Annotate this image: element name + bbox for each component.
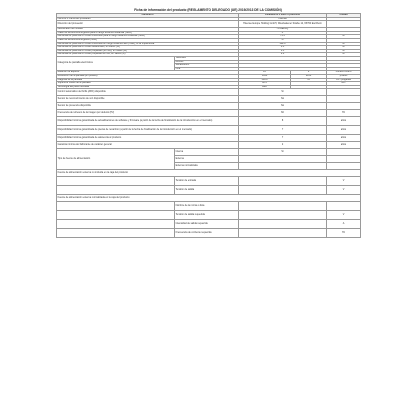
refresh-label: Frecuencia de refresco de la imagen por defecto (Hz) (57, 110, 239, 117)
row-value: 74.5 (239, 35, 327, 39)
software-label: Garantía mínima del fabricante de carácter general (57, 142, 239, 149)
row-label: Demanda de potencia en modo preparado (en red), en vatios (W) (57, 49, 239, 53)
ext_psu-item-name: Tensión de salida (175, 186, 239, 195)
category-option: Televisión (175, 56, 239, 60)
software-value: 7 (239, 135, 327, 142)
ext_psu-spacer (57, 177, 175, 186)
refresh-row (57, 110, 361, 117)
ext_psu2-spacer (57, 202, 175, 211)
software-row (57, 135, 361, 142)
size-unit: cm / pulgadas (327, 78, 361, 82)
ext_psu2-row (57, 220, 361, 229)
software-value: 2 (239, 142, 327, 149)
psu-unit (327, 156, 361, 163)
row-value: H-55E8KQ (239, 28, 327, 32)
sheet-title: Ficha de información del producto (REGLAMENTO DELEGADO (UE) 2019/2013 DE LA COMISIÓN) (134, 8, 282, 12)
row-label: Demanda de potencia en modo encendido para el rango dinámico estándar (SDR) (57, 35, 239, 39)
ext_psu2-header-row (57, 195, 361, 202)
size-unit: píxeles (327, 74, 361, 78)
ext_psu-item-unit: V (327, 186, 361, 195)
category-label: Categoría de pantalla electrónica (57, 56, 175, 70)
ext_psu2-item-name: Intensidad de salida requerida (175, 220, 239, 229)
ext_psu2-item-value (239, 229, 327, 238)
row-unit: W (327, 46, 361, 50)
ext_psu2-spacer (57, 211, 175, 220)
software-row (57, 126, 361, 135)
refresh-unit: Hz (327, 110, 361, 117)
software-row (57, 117, 361, 126)
row-unit: W (327, 42, 361, 46)
presence-label: Sensor de presencia disponible (57, 103, 239, 110)
ext_psu2-item-value (239, 202, 327, 211)
row-value: Hisense (239, 17, 327, 21)
size-value-a: 82.3 (239, 82, 291, 86)
psu-row (57, 149, 361, 156)
sensor-unit (327, 89, 361, 96)
size-value-b: 55 (291, 78, 327, 82)
row-label: Nombre o marca del proveedor (57, 17, 239, 21)
software-label: Disponibilidad mínima garantizada de piezas de recambio (a partir de la fecha de finalización de la introducción en el mercado) (57, 126, 239, 135)
size-value-a: 3840 (239, 74, 291, 78)
sensor-row (57, 89, 361, 96)
software-row (57, 142, 361, 149)
psu-label: Tipo de fuente de alimentación (57, 149, 175, 170)
row-unit: W (327, 35, 361, 39)
row-label: Identificador del modelo (57, 28, 239, 32)
row-value: G (239, 38, 327, 42)
row-label: Demanda de potencia en modo encendido en rango dinámico alto (HDR), si se implementa (57, 42, 239, 46)
ext_psu-row (57, 186, 361, 195)
ext_psu-item-name: Tensión de entrada (175, 177, 239, 186)
sensor-value: Sí (239, 89, 327, 96)
size-unit: número entero (327, 71, 361, 75)
software-label: Disponibilidad mínima garantizada de actualizaciones de software y firmware (a partir de la fecha de finalización de la introducción en el mercado) (57, 117, 239, 126)
info-table (56, 13, 361, 238)
size-label: Diagonal de la pantalla (57, 78, 239, 82)
row-value: 0.5 (239, 49, 327, 53)
presence-row (57, 103, 361, 110)
header-param: Parámetro (57, 14, 239, 18)
table-row (57, 21, 361, 28)
row-value: F (239, 31, 327, 35)
size-value-b: 2160 (291, 74, 327, 78)
psu-unit (327, 149, 361, 156)
row-label: Demanda de potencia en modo desactivado, en vatios (W) (57, 46, 239, 50)
header-unit: Unidad (327, 14, 361, 18)
software-unit: años (327, 135, 361, 142)
row-unit: W (327, 53, 361, 57)
category-option: Otra (175, 67, 239, 71)
ext_psu2-spacer (57, 229, 175, 238)
ext_psu-item-unit: V (327, 177, 361, 186)
psu-value: Sí (239, 149, 327, 156)
voice-value: No (239, 96, 327, 103)
ext_psu-header-row (57, 170, 361, 177)
ext_psu2-item-name: Frecuencia de corriente requerida (175, 229, 239, 238)
size-unit: dm² (327, 82, 361, 86)
ext_psu2-row (57, 202, 361, 211)
row-value: Hisense Europe Holding GmbH, Wiesbadener Straße 12, 65760 Eschborn (239, 21, 327, 28)
ext_psu2-item-unit: A (327, 220, 361, 229)
ext_psu2-item-name: Tensión de salida requerida (175, 211, 239, 220)
row-label: Dirección del proveedor (57, 21, 239, 28)
presence-value: No (239, 103, 327, 110)
size-value-a: 16 (239, 71, 291, 75)
software-unit: años (327, 142, 361, 149)
psu-value (239, 156, 327, 163)
voice-unit (327, 96, 361, 103)
sensor-label: Control automático del brillo (ABC) disponible (57, 89, 239, 96)
ext_psu-spacer (57, 186, 175, 195)
ext_psu2-label: Fuente de alimentación externa normalizada en la caja del producto (57, 195, 361, 202)
category-option: Señalización (175, 64, 239, 68)
software-label: Disponibilidad mínima garantizada de asistencia al producto (57, 135, 239, 142)
ext_psu2-item-unit: Hz (327, 229, 361, 238)
software-value: 8 (239, 117, 327, 126)
row-value: 0.3 (239, 46, 327, 50)
row-unit (327, 21, 361, 28)
ext_psu2-item-value (239, 211, 327, 220)
ext_psu2-item-unit (327, 202, 361, 211)
row-unit: W (327, 49, 361, 53)
software-unit: años (327, 126, 361, 135)
category-option: Monitor (175, 60, 239, 64)
size-label: Superficie visible de la pantalla (57, 82, 239, 86)
size-label: Tecnología del panel utilizada (57, 85, 239, 89)
product-sheet (56, 8, 360, 412)
voice-row (57, 96, 361, 103)
size-label: Relación de aspecto (57, 71, 239, 75)
row-label: Demanda de potencia en modo preparado en red, en vatios (W) (57, 53, 239, 57)
voice-label: Sensor de reconocimiento de voz disponible (57, 96, 239, 103)
row-value: 2.0 (239, 53, 327, 57)
size-label: Resolución de la pantalla (en píxeles) (57, 74, 239, 78)
row-value: 142.0 (239, 42, 327, 46)
ext_psu2-row (57, 211, 361, 220)
ext_psu-label: Fuente de alimentación externa no incluida en la caja del producto (57, 170, 361, 177)
ext_psu2-item-name: Nombre de la norma o lista (175, 202, 239, 211)
ext_psu2-item-unit: V (327, 211, 361, 220)
ext_psu-item-value (239, 186, 327, 195)
psu-value (239, 163, 327, 170)
psu-option: Interna (175, 149, 239, 156)
header-value: Parámetros o valor o precisión (239, 14, 327, 18)
size-value-b: 9 (291, 71, 327, 75)
psu-option: Externa (175, 156, 239, 163)
presence-unit (327, 103, 361, 110)
ext_psu-item-value (239, 177, 327, 186)
ext_psu2-row (57, 229, 361, 238)
software-value: 7 (239, 126, 327, 135)
psu-unit (327, 163, 361, 170)
ext_psu-row (57, 177, 361, 186)
row-label: Clase de eficiencia energética (HDR) (57, 38, 239, 42)
size-value-a: 138.8 (239, 78, 291, 82)
ext_psu2-spacer (57, 220, 175, 229)
size-value-a: LED (239, 85, 291, 89)
ext_psu2-item-value (239, 220, 327, 229)
row-label: Clase de eficiencia energética para el rango dinámico estándar (SDR) (57, 31, 239, 35)
software-unit: años (327, 117, 361, 126)
psu-option: Externa normalizada (175, 163, 239, 170)
refresh-value: 60 (239, 110, 327, 117)
